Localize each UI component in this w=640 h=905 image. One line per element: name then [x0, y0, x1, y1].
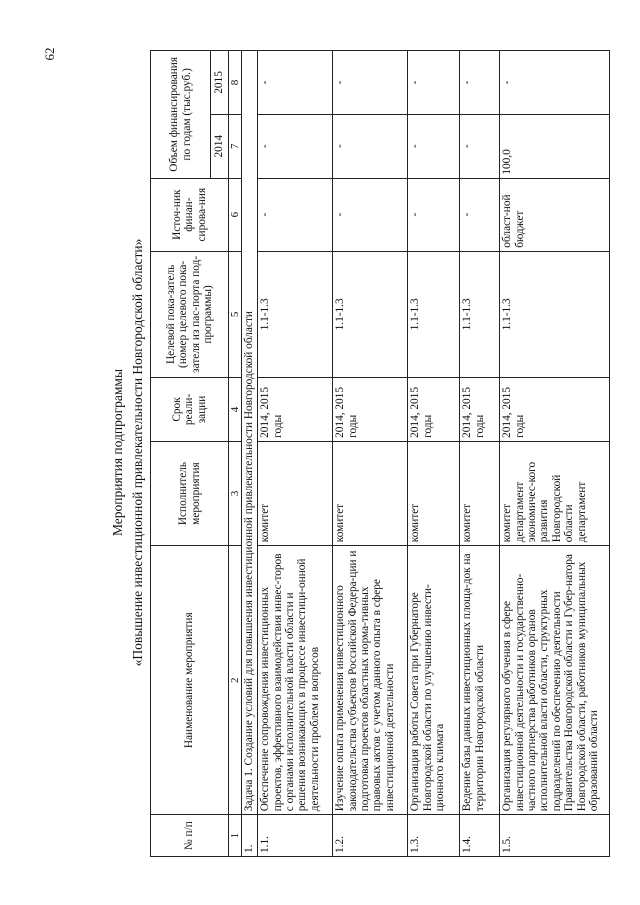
header-name: Наименование мероприятия	[151, 546, 229, 815]
measure-source: -	[460, 178, 500, 251]
header-num: № п/п	[151, 815, 229, 857]
col-number: 3	[229, 441, 242, 545]
funding-2014: -	[333, 114, 408, 178]
measure-term: 2014, 2015 годы	[258, 378, 333, 442]
funding-2014: 100,0	[500, 114, 610, 178]
task-number: 1.	[242, 815, 258, 857]
measure-source: област-ной бюджет	[500, 178, 610, 251]
header-target: Целевой пока-затель (номер целевого пока-зателя из пас-порта под-программы)	[151, 251, 229, 377]
row-number: 1.3.	[408, 815, 460, 857]
executor-line: департамент экономичес-кого развития Новгородской области	[513, 461, 576, 543]
header-year-2015: 2015	[211, 51, 229, 115]
measure-term: 2014, 2015 годы	[408, 378, 460, 442]
measure-term: 2014, 2015 годы	[460, 378, 500, 442]
col-number: 4	[229, 378, 242, 442]
col-number: 8	[229, 51, 242, 115]
header-source: Источ-ник финан-сирова-ния	[151, 178, 229, 251]
measure-source: -	[258, 178, 333, 251]
col-number: 7	[229, 114, 242, 178]
measure-name: Организация работы Совета при Губернаторе Новгородской области по улучшению инвести-ционного климата	[408, 546, 460, 815]
page-number: 62	[42, 47, 57, 61]
task-title: Задача 1. Создание условий для повышения инвестиционной привлекательности Новгородской области	[242, 51, 258, 815]
measure-target: 1.1-1.3	[460, 251, 500, 377]
funding-2015: -	[408, 51, 460, 115]
measure-source: -	[408, 178, 460, 251]
table-row	[408, 51, 460, 857]
measure-name: Изучение опыта применения инвестиционного законодательства субъектов Российской Федера-ции и подготовка проектов областных норма-тивных правовых актов с учетом данного опыта в сфере инвестиционной деятельности	[333, 546, 408, 815]
measure-executor: комитет	[258, 441, 333, 545]
measure-target: 1.1-1.3	[408, 251, 460, 377]
measure-executor: комитет	[333, 441, 408, 545]
measure-executor	[500, 441, 610, 545]
header-executor: Исполнитель мероприятия	[151, 441, 229, 545]
executor-line: департамент	[575, 481, 588, 543]
header-funding: Объем финансирования по годам (тыс.руб.)	[151, 51, 211, 179]
measure-target: 1.1-1.3	[258, 251, 333, 377]
funding-2014: -	[460, 114, 500, 178]
table-row	[333, 51, 408, 857]
measure-executor: комитет	[460, 441, 500, 545]
header-term: Срок реали-зации	[151, 378, 229, 442]
col-number: 6	[229, 178, 242, 251]
table-row	[460, 51, 500, 857]
measure-name: Организация регулярного обучения в сфере инвестиционной деятельности и государственно-частного партнерства работников органов исполнительной власти области, структурных подразделений по обеспечению деятельности Правительства Новгородской области и Губер-натора Новгородской области, работников муниципальных образований области	[500, 546, 610, 815]
funding-2015: -	[460, 51, 500, 115]
row-number: 1.4.	[460, 815, 500, 857]
col-number: 2	[229, 546, 242, 815]
col-number: 5	[229, 251, 242, 377]
row-number: 1.5.	[500, 815, 610, 857]
measure-target: 1.1-1.3	[500, 251, 610, 377]
funding-2015: -	[333, 51, 408, 115]
row-number: 1.1.	[258, 815, 333, 857]
funding-2014: -	[408, 114, 460, 178]
measure-name: Обеспечение сопровождения инвестиционных проектов, эффективного взаимодействия инвес-торов с органами исполнительной власти области и решения возникающих в процессе инвестици-онной деятельности проблем и вопросов	[258, 546, 333, 815]
table-row	[500, 51, 610, 857]
measure-executor: комитет	[408, 441, 460, 545]
funding-2014: -	[258, 114, 333, 178]
measure-term: 2014, 2015 годы	[500, 378, 610, 442]
funding-2015: -	[258, 51, 333, 115]
measure-name: Ведение базы данных инвестиционных площа-док на территории Новгородской области	[460, 546, 500, 815]
document-subtitle: «Повышение инвестиционной привлекательности Новгородской области»	[130, 238, 145, 667]
funding-2015: -	[500, 51, 610, 115]
table-row	[258, 51, 333, 857]
row-number: 1.2.	[333, 815, 408, 857]
executor-line: комитет	[501, 503, 514, 543]
measure-source: -	[333, 178, 408, 251]
document-title: Мероприятия подпрограммы	[110, 368, 125, 537]
task-row	[242, 51, 258, 857]
measure-term: 2014, 2015 годы	[333, 378, 408, 442]
col-number: 1	[229, 815, 242, 857]
measures-table	[150, 50, 610, 857]
header-year-2014: 2014	[211, 114, 229, 178]
measure-target: 1.1-1.3	[333, 251, 408, 377]
